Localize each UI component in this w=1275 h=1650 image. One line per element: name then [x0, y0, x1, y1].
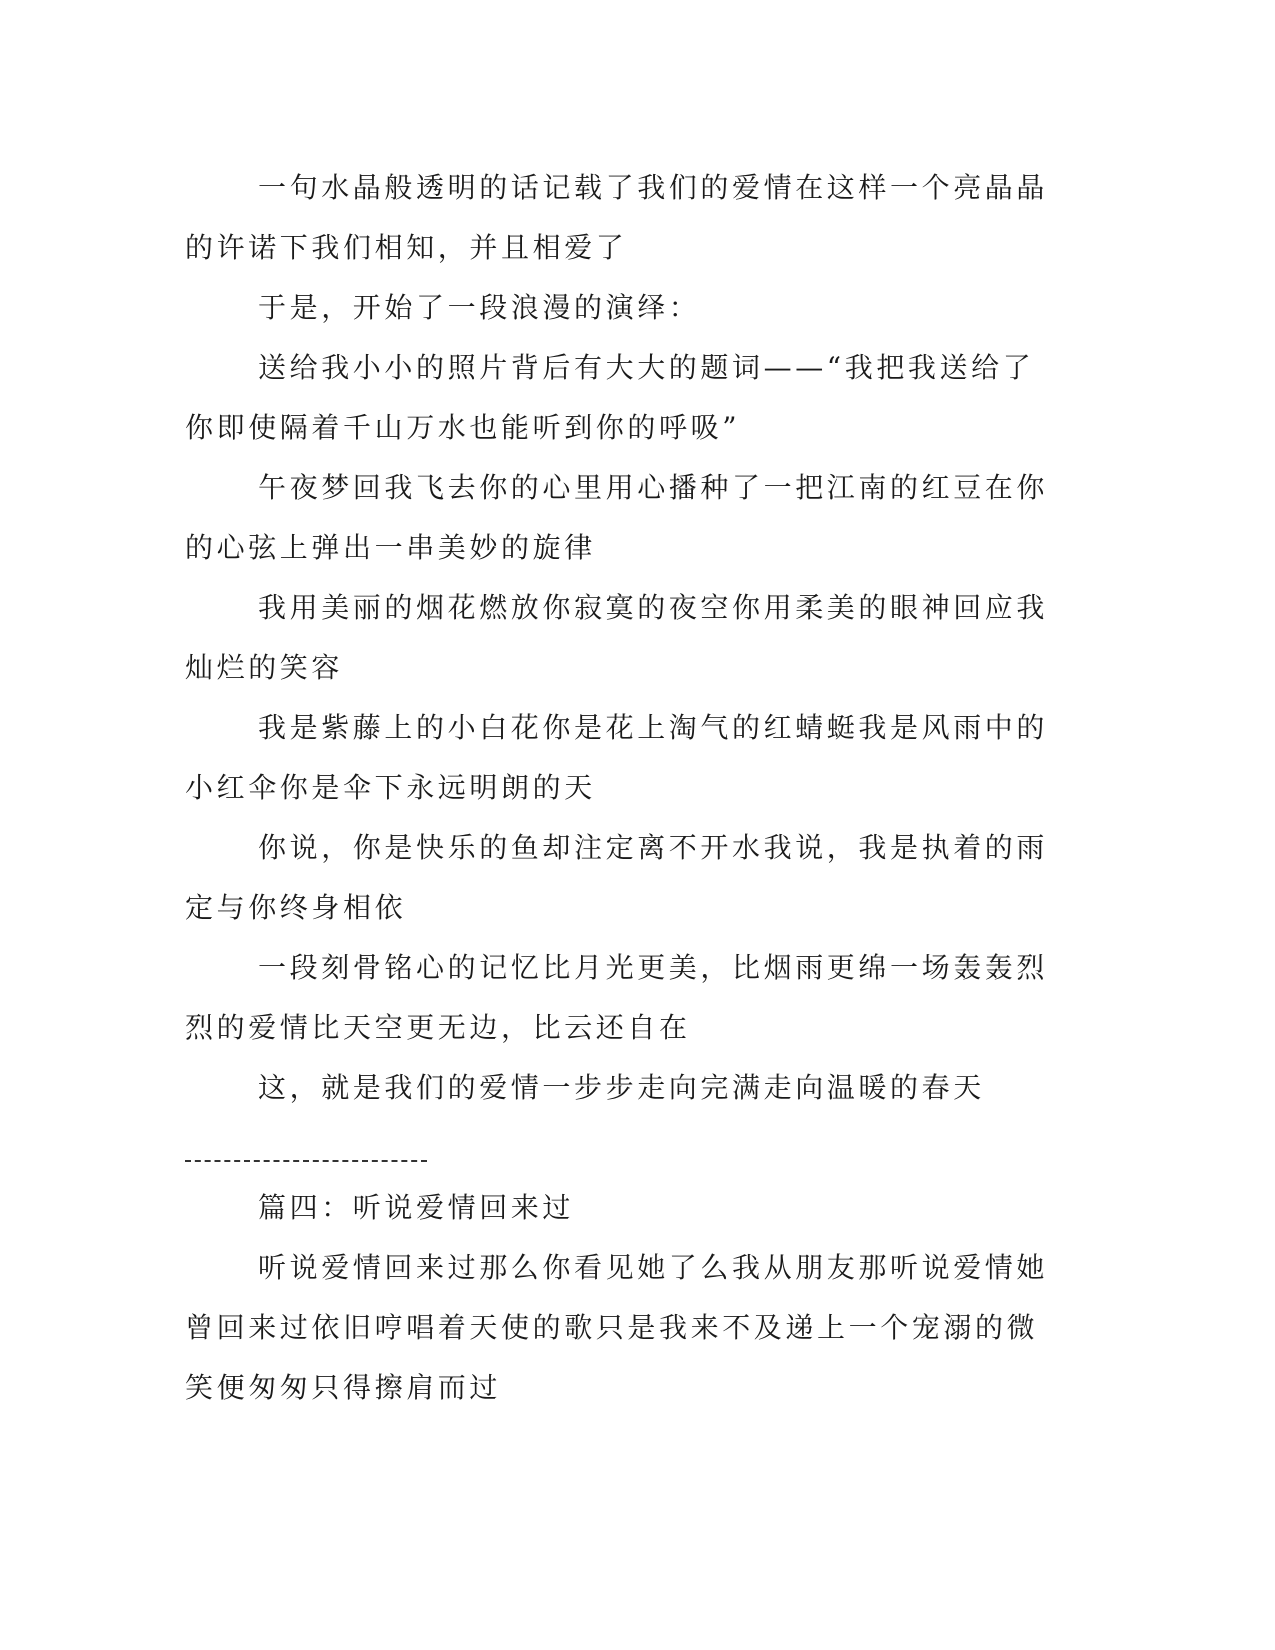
- paragraph: 我是紫藤上的小白花你是花上淘气的红蜻蜓我是风雨中的小红伞你是伞下永远明朗的天: [185, 711, 1049, 804]
- paragraph: 送给我小小的照片背后有大大的题词——“我把我送给了你即使隔着千山万水也能听到你的呼吸”: [185, 351, 1035, 444]
- paragraph: 我用美丽的烟花燃放你寂寞的夜空你用柔美的眼神回应我灿烂的笑容: [185, 591, 1049, 684]
- section-heading: 篇四：听说爱情回来过: [258, 1191, 575, 1224]
- paragraph: 这，就是我们的爱情一步步走向完满走向温暖的春天: [258, 1071, 985, 1104]
- paragraph: 一句水晶般透明的话记载了我们的爱情在这样一个亮晶晶的许诺下我们相知，并且相爱了: [185, 171, 1049, 264]
- paragraph: 午夜梦回我飞去你的心里用心播种了一把江南的红豆在你的心弦上弹出一串美妙的旋律: [185, 471, 1049, 564]
- dashed-separator-line: [185, 1154, 427, 1162]
- dashed-separator: [185, 1118, 1065, 1178]
- paragraph: 一段刻骨铭心的记忆比月光更美，比烟雨更绵一场轰轰烈烈的爱情比天空更无边，比云还自在: [185, 951, 1049, 1044]
- paragraph: 于是，开始了一段浪漫的演绎：: [258, 291, 701, 324]
- document-body: [185, 158, 1065, 1418]
- paragraph: 你说，你是快乐的鱼却注定离不开水我说，我是执着的雨定与你终身相依: [185, 831, 1049, 924]
- paragraph: 听说爱情回来过那么你看见她了么我从朋友那听说爱情她曾回来过依旧哼唱着天使的歌只是我来不及递上一个宠溺的微笑便匆匆只得擦肩而过: [185, 1251, 1049, 1404]
